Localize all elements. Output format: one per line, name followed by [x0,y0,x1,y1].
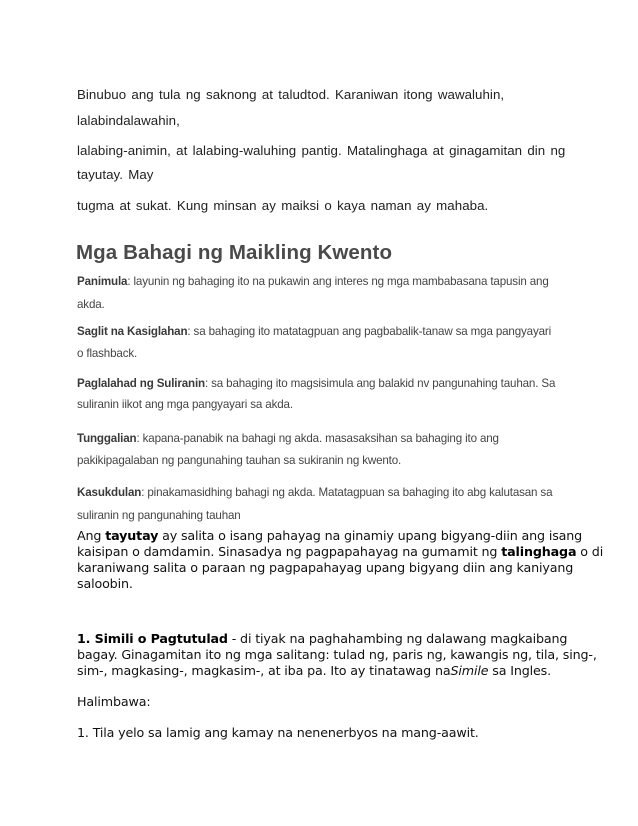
intro-line-2: lalabindalawahin, [77,113,180,128]
section-heading: Mga Bahagi ng Maikling Kwento [76,241,393,264]
example-line-1: 1. Tila yelo sa lamig ang kamay na nenenerbyos na mang-aawit. [77,725,479,740]
intro-line-3: lalabing-animin, at lalabing-waluhing pantig. Matalinghaga at ginagamitan din ng [77,143,566,158]
part-paglalahad-line-1: Paglalahad ng Suliranin: sa bahaging ito magsisimula ang balakid nv pangunahing tauhan. Sa [77,377,556,390]
term-simile: Simile [450,663,489,678]
simili-title: 1. Simili o Pagtutulad [77,631,228,646]
intro-line-1: Binubuo ang tula ng saknong at taludtod. Karaniwan itong wawaluhin, [77,87,505,102]
term-paglalahad: Paglalahad ng Suliranin [77,377,205,390]
part-saglit-line-1: Saglit na Kasiglahan: sa bahaging ito matatagpuan ang pagbabalik-tanaw sa mga pangyayari [77,325,552,338]
term-saglit: Saglit na Kasiglahan [77,325,188,338]
part-tunggalian-line-2: pakikipagalaban ng pangunahing tauhan sa sukiranin ng kwento. [77,454,402,467]
part-panimula-line-1: Panimula: layunin ng bahaging ito na pukawin ang interes ng mga mambabasana tapusin ang [77,275,549,288]
part-kasukdulan-line-2: suliranin ng pangunahing tauhan [77,509,241,522]
tayutay-line-1: Ang tayutay ay salita o isang pahayag na ginamiy upang bigyang-diin ang isang [77,528,583,543]
term-tunggalian: Tunggalian [77,432,137,445]
part-paglalahad-line-2: suliranin iikot ang mga pangyayari sa akda. [77,398,293,411]
part-tunggalian-line-1: Tunggalian: kapana-panabik na bahagi ng akda. masasaksihan sa bahaging ito ang [77,432,499,445]
tayutay-line-4: saloobin. [77,576,133,591]
tayutay-line-2: kaisipan o damdamin. Sinasadya ng pagpapahayag na gumamit ng talinghaga o di [77,544,604,559]
term-panimula: Panimula [77,275,128,288]
halimbawa-label: Halimbawa: [77,694,151,709]
intro-line-5: tugma at sukat. Kung minsan ay maiksi o kaya naman ay mahaba. [77,198,489,213]
term-tayutay: tayutay [105,528,159,543]
part-saglit-line-2: o flashback. [77,347,138,360]
simili-line-3: sim-, magkasing-, magkasim-, at iba pa. Ito ay tinatawag naSimile sa Ingles. [77,663,552,678]
tayutay-line-3: karaniwang salita o paraan ng pagpapahayag upang bigyang diin ang kaniyang [77,560,574,575]
part-kasukdulan-line-1: Kasukdulan: pinakamasidhing bahagi ng akda. Matatagpuan sa bahaging ito abg kalutasan sa [77,486,553,499]
term-kasukdulan: Kasukdulan [77,486,142,499]
part-panimula-line-2: akda. [77,298,105,311]
term-talinghaga: talinghaga [501,544,577,559]
simili-line-1: 1. Simili o Pagtutulad - di tiyak na paghahambing ng dalawang magkaibang [77,631,568,646]
simili-line-2: bagay. Ginagamitan ito ng mga salitang: tulad ng, paris ng, kawangis ng, tila, sing-, [77,647,597,662]
intro-line-4: tayutay. May [77,167,154,182]
